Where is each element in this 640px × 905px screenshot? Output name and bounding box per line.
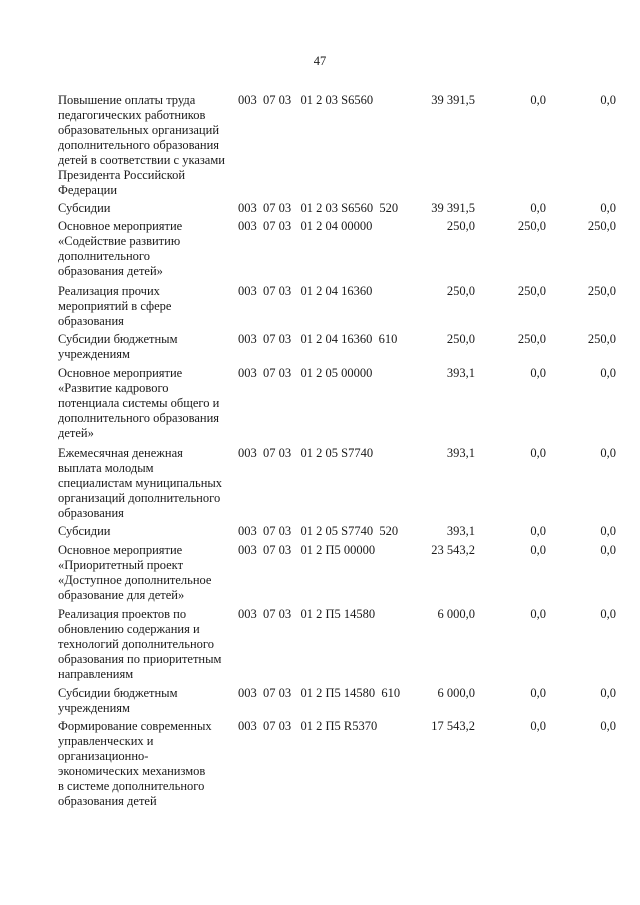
budget-code: 003 07 03 01 2 05 00000 <box>238 366 373 380</box>
item-name: Ежемесячная денежная выплата молодым специалистам муниципальных организаций дополнительного образования <box>58 446 223 520</box>
amount-year-3: 0,0 <box>600 446 616 460</box>
item-name: Субсидии бюджетным учреждениям <box>58 686 178 715</box>
item-name: Реализация проектов по обновлению содержания и технологий дополнительного образования по приоритетным направлениям <box>58 607 222 681</box>
amount-year-2: 0,0 <box>530 543 546 557</box>
item-name: Основное мероприятие «Содействие развитию дополнительного образования детей» <box>58 219 183 278</box>
budget-code: 003 07 03 01 2 П5 14580 <box>238 607 376 621</box>
amount-year-3: 250,0 <box>587 284 616 298</box>
amount-year-3: 250,0 <box>587 332 616 346</box>
budget-code: 003 07 03 01 2 П5 R5370 <box>238 719 378 733</box>
amount-year-2: 0,0 <box>530 719 546 733</box>
budget-code: 003 07 03 01 2 П5 14580 610 <box>238 686 401 700</box>
budget-code: 003 07 03 01 2 04 16360 <box>238 284 373 298</box>
amount-year-1: 250,0 <box>446 284 475 298</box>
budget-code: 003 07 03 01 2 05 S7740 520 <box>238 524 399 538</box>
amount-year-3: 0,0 <box>600 607 616 621</box>
amount-year-3: 0,0 <box>600 543 616 557</box>
amount-year-2: 0,0 <box>530 686 546 700</box>
budget-code: 003 07 03 01 2 04 16360 610 <box>238 332 398 346</box>
budget-code: 003 07 03 01 2 05 S7740 <box>238 446 374 460</box>
amount-year-1: 250,0 <box>446 219 475 233</box>
amount-year-2: 0,0 <box>530 201 546 215</box>
amount-year-2: 0,0 <box>530 524 546 538</box>
budget-code: 003 07 03 01 2 03 S6560 <box>238 93 374 107</box>
budget-code: 003 07 03 01 2 03 S6560 520 <box>238 201 399 215</box>
item-name: Формирование современных управленческих и организационно- экономических механизмов в системе дополнительного образования детей <box>58 719 212 808</box>
amount-year-1: 393,1 <box>446 524 475 538</box>
amount-year-3: 0,0 <box>600 719 616 733</box>
amount-year-3: 0,0 <box>600 93 616 107</box>
item-name: Повышение оплаты труда педагогических работников образовательных организаций дополнительного образования детей в соответствии с указами Президента Российской Федерации <box>58 93 225 197</box>
amount-year-2: 250,0 <box>517 219 546 233</box>
amount-year-1: 23 543,2 <box>431 543 475 557</box>
item-name: Субсидии <box>58 201 111 215</box>
amount-year-1: 39 391,5 <box>431 93 475 107</box>
budget-code: 003 07 03 01 2 04 00000 <box>238 219 373 233</box>
amount-year-2: 0,0 <box>530 93 546 107</box>
budget-code: 003 07 03 01 2 П5 00000 <box>238 543 376 557</box>
amount-year-2: 0,0 <box>530 607 546 621</box>
item-name: Субсидии бюджетным учреждениям <box>58 332 178 361</box>
amount-year-1: 39 391,5 <box>431 201 475 215</box>
amount-year-1: 250,0 <box>446 332 475 346</box>
amount-year-1: 6 000,0 <box>437 686 475 700</box>
item-name: Основное мероприятие «Развитие кадрового потенциала системы общего и дополнительного образования детей» <box>58 366 220 440</box>
amount-year-3: 0,0 <box>600 201 616 215</box>
amount-year-2: 250,0 <box>517 332 546 346</box>
amount-year-2: 0,0 <box>530 446 546 460</box>
amount-year-1: 393,1 <box>446 366 475 380</box>
amount-year-1: 17 543,2 <box>431 719 475 733</box>
page-number: 47 <box>313 54 327 68</box>
amount-year-3: 0,0 <box>600 366 616 380</box>
amount-year-1: 393,1 <box>446 446 475 460</box>
amount-year-2: 250,0 <box>517 284 546 298</box>
item-name: Реализация прочих мероприятий в сфере образования <box>58 284 172 328</box>
amount-year-1: 6 000,0 <box>437 607 475 621</box>
amount-year-3: 250,0 <box>587 219 616 233</box>
amount-year-2: 0,0 <box>530 366 546 380</box>
item-name: Субсидии <box>58 524 111 538</box>
amount-year-3: 0,0 <box>600 686 616 700</box>
item-name: Основное мероприятие «Приоритетный проект «Доступное дополнительное образование для детей» <box>58 543 212 602</box>
amount-year-3: 0,0 <box>600 524 616 538</box>
